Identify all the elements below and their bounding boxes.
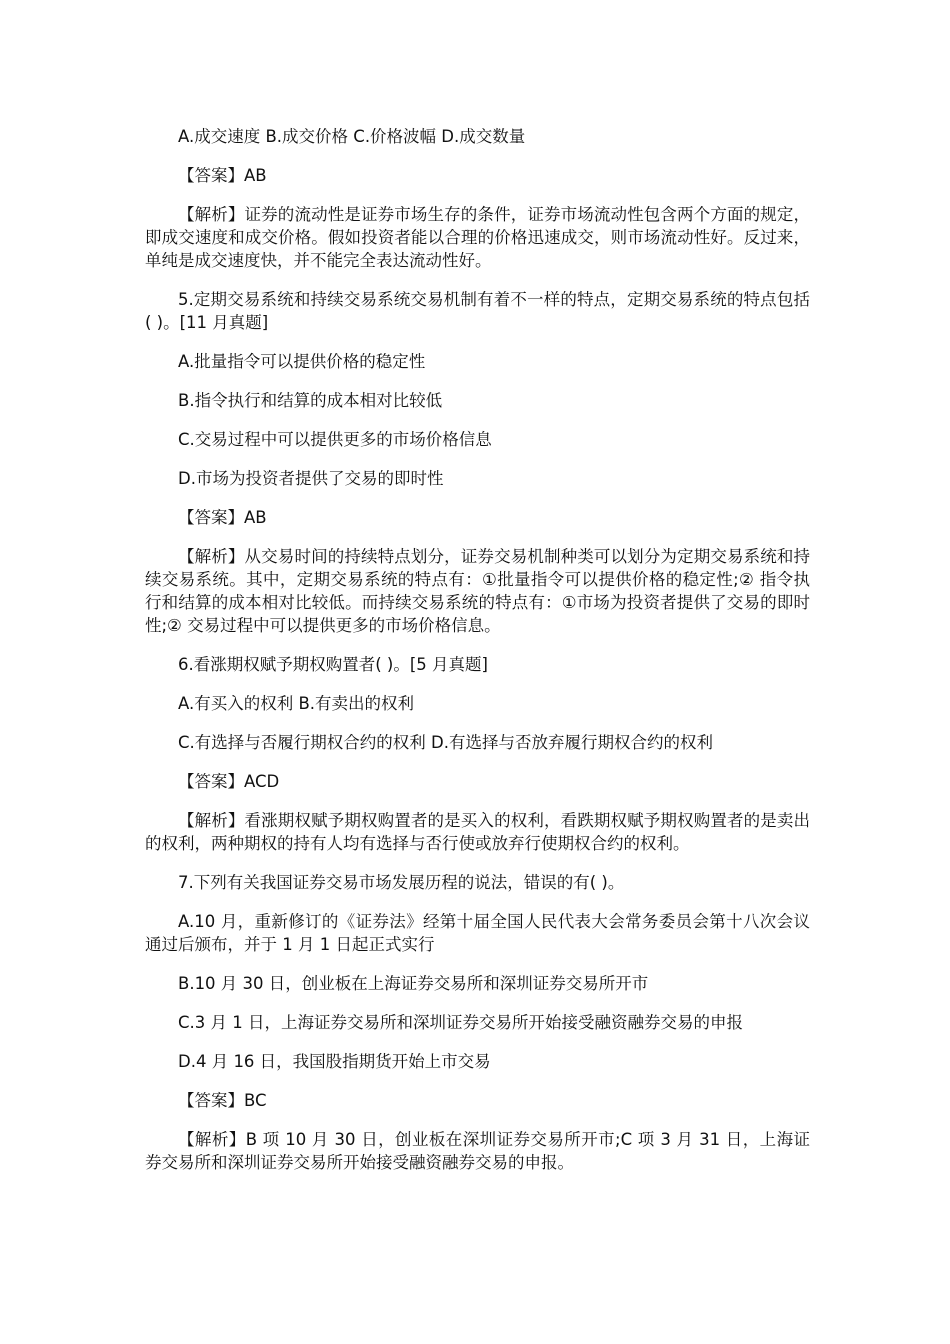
- explanation-paragraph: 【解析】B 项 10 月 30 日，创业板在深圳证券交易所开市;C 项 3 月 31 日，上海证券交易所和深圳证券交易所开始接受融资融券交易的申报。: [145, 1130, 810, 1172]
- option-line: A.成交速度 B.成交价格 C.价格波幅 D.成交数量: [178, 127, 526, 146]
- question-5: 5.定期交易系统和持续交易系统交易机制有着不一样的特点，定期交易系统的特点包括( )。[11 月真题]: [145, 290, 810, 332]
- option-line: D.4 月 16 日，我国股指期货开始上市交易: [178, 1052, 491, 1071]
- document-body: [145, 125, 810, 1190]
- answer-line: 【答案】AB: [178, 166, 267, 185]
- answer-line: 【答案】ACD: [178, 772, 280, 791]
- answer-line: 【答案】BC: [178, 1091, 267, 1110]
- option-line: A.10 月，重新修订的《证券法》经第十届全国人民代表大会常务委员会第十八次会议通过后颁布，并于 1 月 1 日起正式实行: [145, 912, 810, 954]
- option-line: B.指令执行和结算的成本相对比较低: [178, 391, 443, 410]
- option-line: B.10 月 30 日，创业板在上海证券交易所和深圳证券交易所开市: [178, 974, 649, 993]
- option-line: A.批量指令可以提供价格的稳定性: [178, 352, 426, 371]
- option-line: C.有选择与否履行期权合约的权利 D.有选择与否放弃履行期权合约的权利: [178, 733, 713, 752]
- option-line: C.3 月 1 日，上海证券交易所和深圳证券交易所开始接受融资融券交易的申报: [178, 1013, 743, 1032]
- option-line: A.有买入的权利 B.有卖出的权利: [178, 694, 415, 713]
- question-6: 6.看涨期权赋予期权购置者( )。[5 月真题]: [178, 655, 488, 674]
- explanation-paragraph: 【解析】看涨期权赋予期权购置者的是买入的权利，看跌期权赋予期权购置者的是卖出的权利，两种期权的持有人均有选择与否行使或放弃行使期权合约的权利。: [145, 811, 810, 853]
- option-line: D.市场为投资者提供了交易的即时性: [178, 469, 444, 488]
- question-7: 7.下列有关我国证券交易市场发展历程的说法，错误的有( )。: [178, 873, 625, 892]
- explanation-paragraph: 【解析】证券的流动性是证券市场生存的条件，证券市场流动性包含两个方面的规定，即成交速度和成交价格。假如投资者能以合理的价格迅速成交，则市场流动性好。反过来，单纯是成交速度快，并不能完全表达流动性好。: [145, 205, 810, 270]
- answer-line: 【答案】AB: [178, 508, 267, 527]
- option-line: C.交易过程中可以提供更多的市场价格信息: [178, 430, 492, 449]
- explanation-paragraph: 【解析】从交易时间的持续特点划分，证券交易机制种类可以划分为定期交易系统和持续交易系统。其中，定期交易系统的特点有：①批量指令可以提供价格的稳定性;② 指令执行和结算的成本相对比较低。而持续交易系统的特点有：①市场为投资者提供了交易的即时性;② 交易过程中可以提供更多的市场价格信息。: [145, 547, 810, 635]
